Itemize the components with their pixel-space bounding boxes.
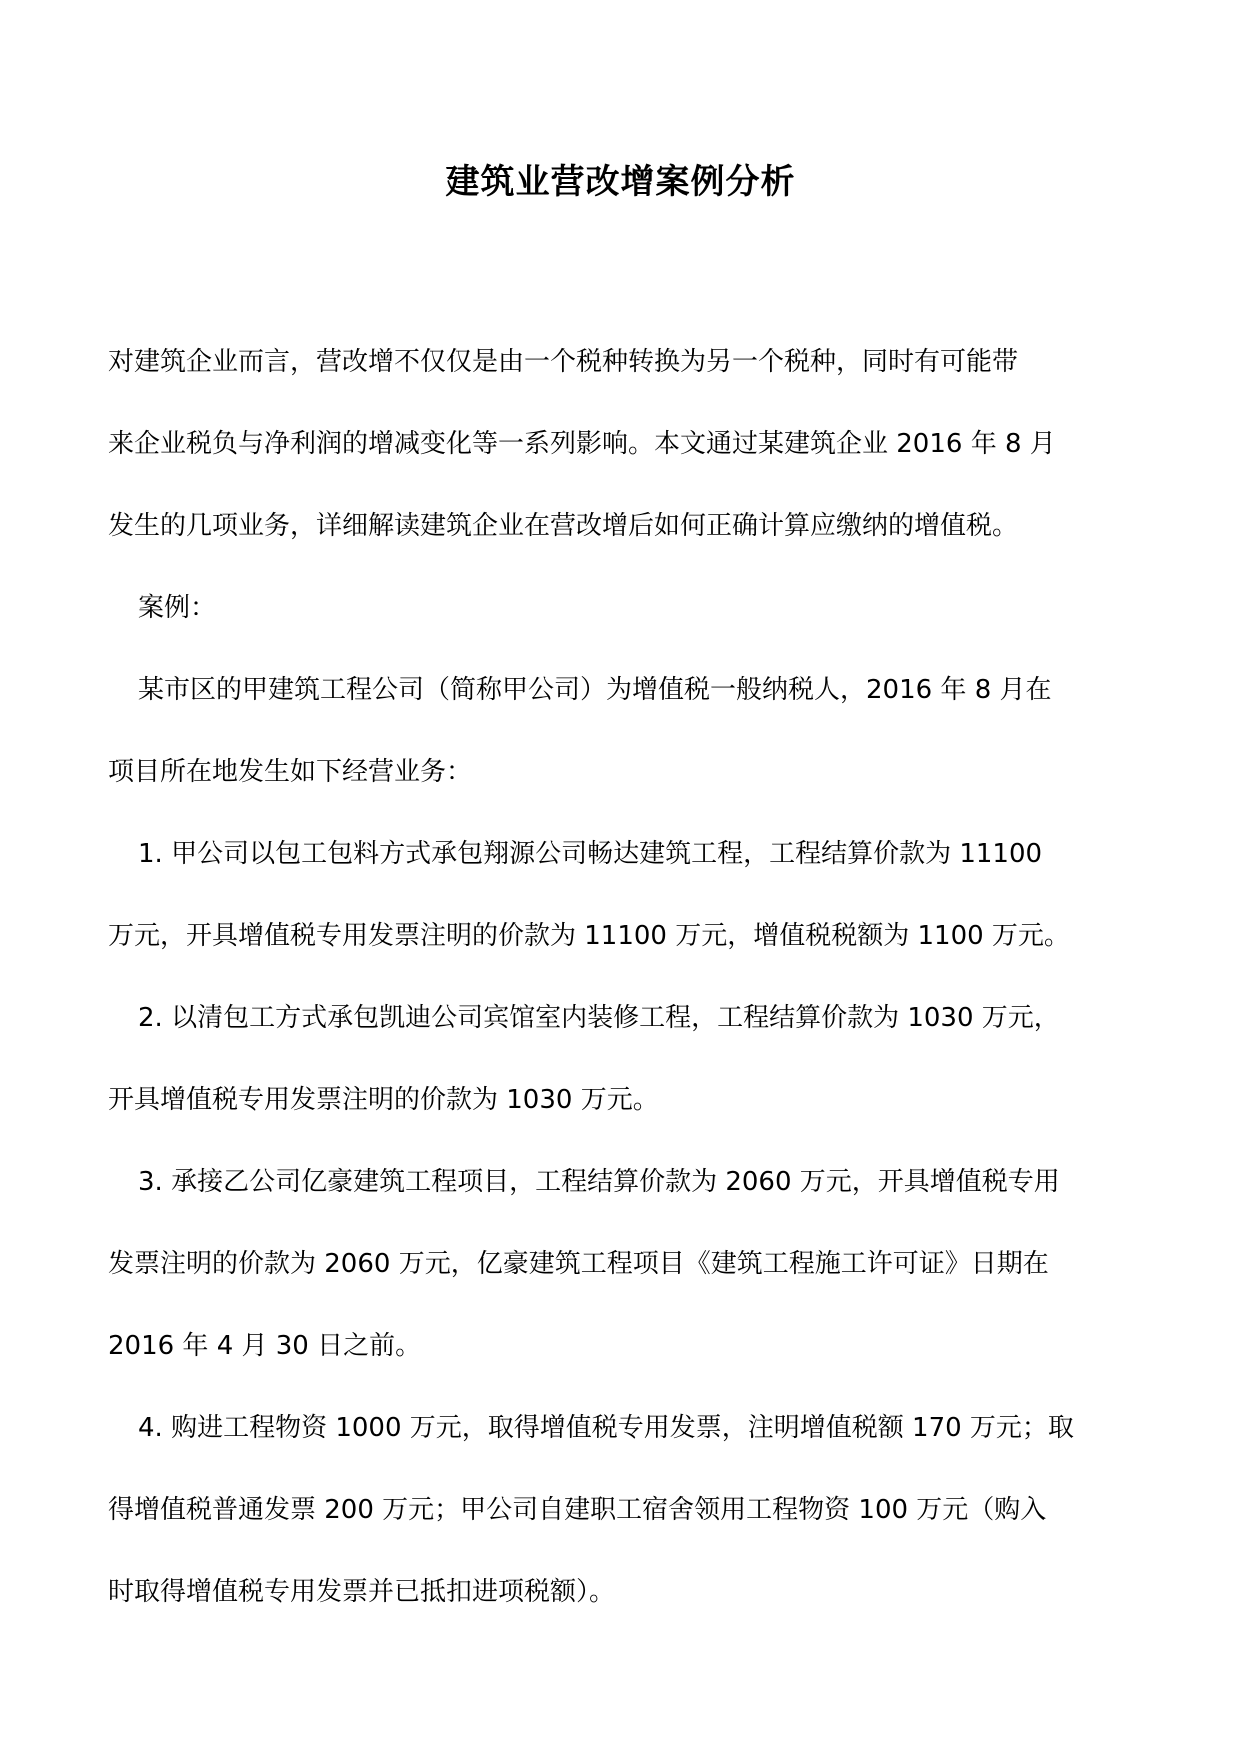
paragraph-line: 发生的几项业务，详细解读建筑企业在营改增后如何正确计算应缴纳的增值税。 bbox=[108, 511, 1019, 541]
case-heading: 案例： bbox=[138, 593, 217, 623]
document-body bbox=[108, 344, 1138, 1656]
paragraph-line: 对建筑企业而言，营改增不仅仅是由一个税种转换为另一个税种，同时有可能带 bbox=[108, 347, 1019, 377]
document-title: 建筑业营改增案例分析 bbox=[445, 162, 796, 202]
list-item-4-continued: 时取得增值税专用发票并已抵扣进项税额）。 bbox=[108, 1577, 616, 1607]
paragraph-line: 某市区的甲建筑工程公司（简称甲公司）为增值税一般纳税人，2016 年 8 月在 bbox=[138, 675, 1052, 705]
list-item-3-continued: 2016 年 4 月 30 日之前。 bbox=[108, 1331, 422, 1361]
paragraph-line: 来企业税负与净利润的增减变化等一系列影响。本文通过某建筑企业 2016 年 8 月 bbox=[108, 429, 1056, 459]
list-item-2: 2. 以清包工方式承包凯迪公司宾馆室内装修工程，工程结算价款为 1030 万元， bbox=[138, 1003, 1060, 1033]
list-item-2-continued: 开具增值税专用发票注明的价款为 1030 万元。 bbox=[108, 1085, 659, 1115]
list-item-4-continued: 得增值税普通发票 200 万元；甲公司自建职工宿舍领用工程物资 100 万元（购入 bbox=[108, 1495, 1047, 1525]
list-item-1-continued: 万元，开具增值税专用发票注明的价款为 11100 万元，增值税税额为 1100 万元。 bbox=[108, 921, 1070, 951]
list-item-3: 3. 承接乙公司亿豪建筑工程项目，工程结算价款为 2060 万元，开具增值税专用 bbox=[138, 1167, 1060, 1197]
list-item-3-continued: 发票注明的价款为 2060 万元，亿豪建筑工程项目《建筑工程施工许可证》日期在 bbox=[108, 1249, 1049, 1279]
list-item-4: 4. 购进工程物资 1000 万元，取得增值税专用发票，注明增值税额 170 万元；取 bbox=[138, 1413, 1074, 1443]
paragraph-line: 项目所在地发生如下经营业务： bbox=[108, 757, 473, 787]
list-item-1: 1. 甲公司以包工包料方式承包翔源公司畅达建筑工程，工程结算价款为 11100 bbox=[138, 839, 1043, 869]
